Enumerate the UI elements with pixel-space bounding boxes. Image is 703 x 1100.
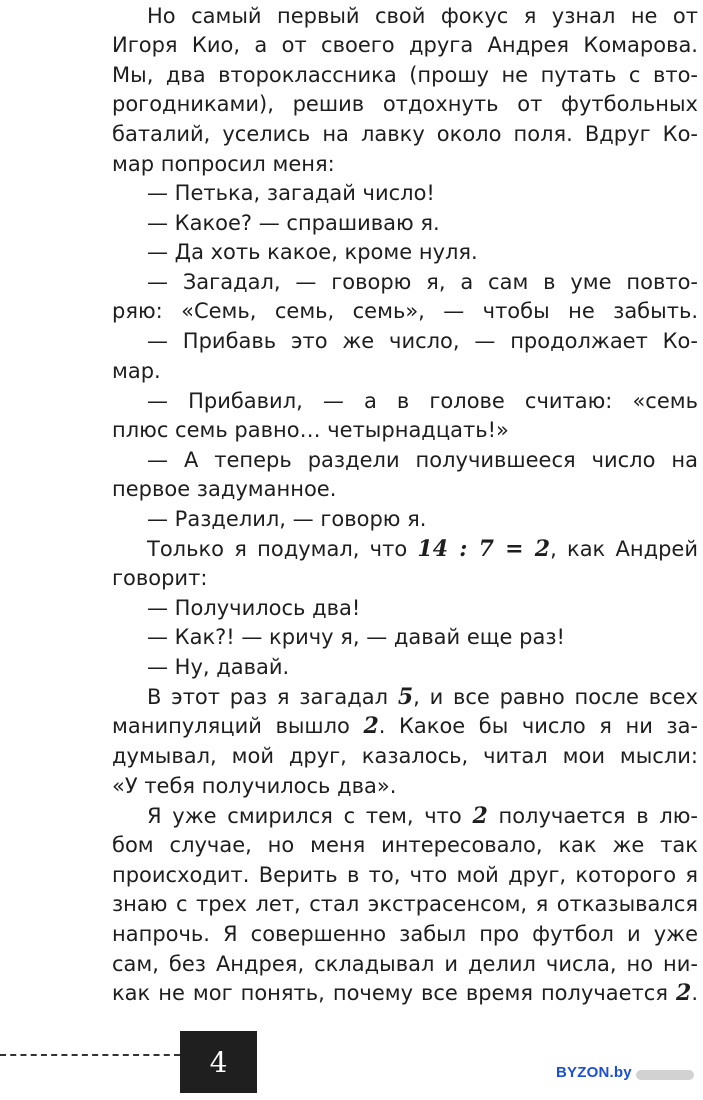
text-run: , и все равно после всех <box>413 685 698 709</box>
text-run: Но самый первый свой фокус я узнал не от <box>147 4 698 28</box>
page-number-box <box>180 1031 257 1093</box>
text-run: первое задуманное. <box>112 477 337 501</box>
text-run: Я уже смирился с тем, что <box>147 804 473 828</box>
text-run: В этот раз я загадал <box>147 685 398 709</box>
text-run: , как Андрей <box>550 537 698 561</box>
text-line <box>147 386 698 416</box>
text-line <box>112 919 698 949</box>
text-line <box>147 622 565 652</box>
text-run: манипуляций вышло <box>112 714 364 738</box>
text-run: рогодниками), решив отдохнуть от футбольных <box>112 92 698 116</box>
text-run: — Какое? — спрашиваю я. <box>147 211 440 235</box>
text-run: бом случае, но меня интересовало, как же так <box>112 833 698 857</box>
text-line <box>147 534 698 564</box>
watermark-text: BYZON.by <box>556 1064 632 1081</box>
text-line <box>112 119 698 149</box>
text-run: . <box>691 981 698 1005</box>
math-expression: 2 <box>472 803 488 829</box>
text-line <box>147 682 698 712</box>
math-expression: 2 <box>363 713 379 739</box>
text-line <box>112 949 698 979</box>
text-line <box>112 149 335 179</box>
text-run: Мы, два второклассника (прошу не путать с вто- <box>112 63 698 87</box>
text-line <box>147 237 478 267</box>
math-expression: 2 <box>676 980 692 1006</box>
math-expression: 5 <box>397 684 414 710</box>
footer-dashed-rule <box>0 1054 180 1056</box>
text-run: получается в лю- <box>487 804 698 828</box>
text-line <box>112 356 161 386</box>
text-line <box>147 178 435 208</box>
text-run: знаю с трех лет, стал экстрасенсом, я отказывался <box>112 892 698 916</box>
text-run: — Ну, давай. <box>147 655 290 679</box>
text-run: ряю: «Семь, семь, семь», — чтобы не забыть. <box>112 299 698 323</box>
text-run: . Какое бы число я ни за- <box>378 714 699 738</box>
text-run: мар. <box>112 359 161 383</box>
text-run: мар попросил меня: <box>112 152 335 176</box>
text-line <box>112 296 698 326</box>
math-expression: 14 : 7 = 2 <box>417 536 551 562</box>
text-run: сам, без Андрея, складывал и делил числа, но ни- <box>112 952 698 976</box>
text-line <box>147 504 426 534</box>
text-run: происходит. Верить в то, что мой друг, которого я <box>112 863 698 887</box>
text-run: — Прибавь это же число, — продолжает Ко- <box>147 329 698 353</box>
text-run: плюс семь равно… четырнадцать!» <box>112 418 509 442</box>
text-line <box>112 415 509 445</box>
text-line <box>147 1 698 31</box>
text-run: — Разделил, — говорю я. <box>147 507 427 531</box>
text-run: — А теперь раздели получившееся число на <box>147 448 698 472</box>
text-line <box>112 563 207 593</box>
text-line <box>147 326 698 356</box>
text-line <box>147 801 698 831</box>
text-run: Игоря Кио, а от своего друга Андрея Комарова. <box>112 33 698 57</box>
text-line <box>112 30 698 60</box>
text-line <box>112 830 698 860</box>
text-line <box>147 652 289 682</box>
text-run: — Да хоть какое, кроме нуля. <box>147 240 478 264</box>
text-run: думывал, мой друг, казалось, читал мои мысли: <box>112 744 698 768</box>
text-line <box>112 711 698 741</box>
text-line <box>147 208 440 238</box>
text-line <box>112 741 698 771</box>
text-run: «У тебя получилось два». <box>112 774 397 798</box>
text-run: баталий, уселись на лавку около поля. Вдруг Ко- <box>112 122 698 146</box>
text-line <box>147 267 698 297</box>
text-run: — Прибавил, — а в голове считаю: «семь <box>147 389 698 413</box>
text-line <box>112 89 698 119</box>
text-run: — Загадал, — говорю я, а сам в уме повто- <box>147 270 698 294</box>
watermark-blurred-tail <box>636 1070 694 1080</box>
text-line <box>147 445 698 475</box>
text-run: — Получилось два! <box>147 596 361 620</box>
text-run: напрочь. Я совершенно забыл про футбол и уже <box>112 922 698 946</box>
text-line <box>112 889 698 919</box>
text-run: Только я подумал, что <box>147 537 418 561</box>
text-run: — Петька, загадай число! <box>147 181 435 205</box>
text-line <box>112 978 698 1008</box>
text-run: — Как?! — кричу я, — давай еще раз! <box>147 625 565 649</box>
text-line <box>147 593 360 623</box>
text-line <box>112 860 698 890</box>
page-number: 4 <box>209 1045 228 1079</box>
text-line <box>112 60 698 90</box>
text-line <box>112 474 336 504</box>
text-run: говорит: <box>112 566 208 590</box>
text-line <box>112 771 396 801</box>
text-run: как не мог понять, почему все время получается <box>112 981 676 1005</box>
